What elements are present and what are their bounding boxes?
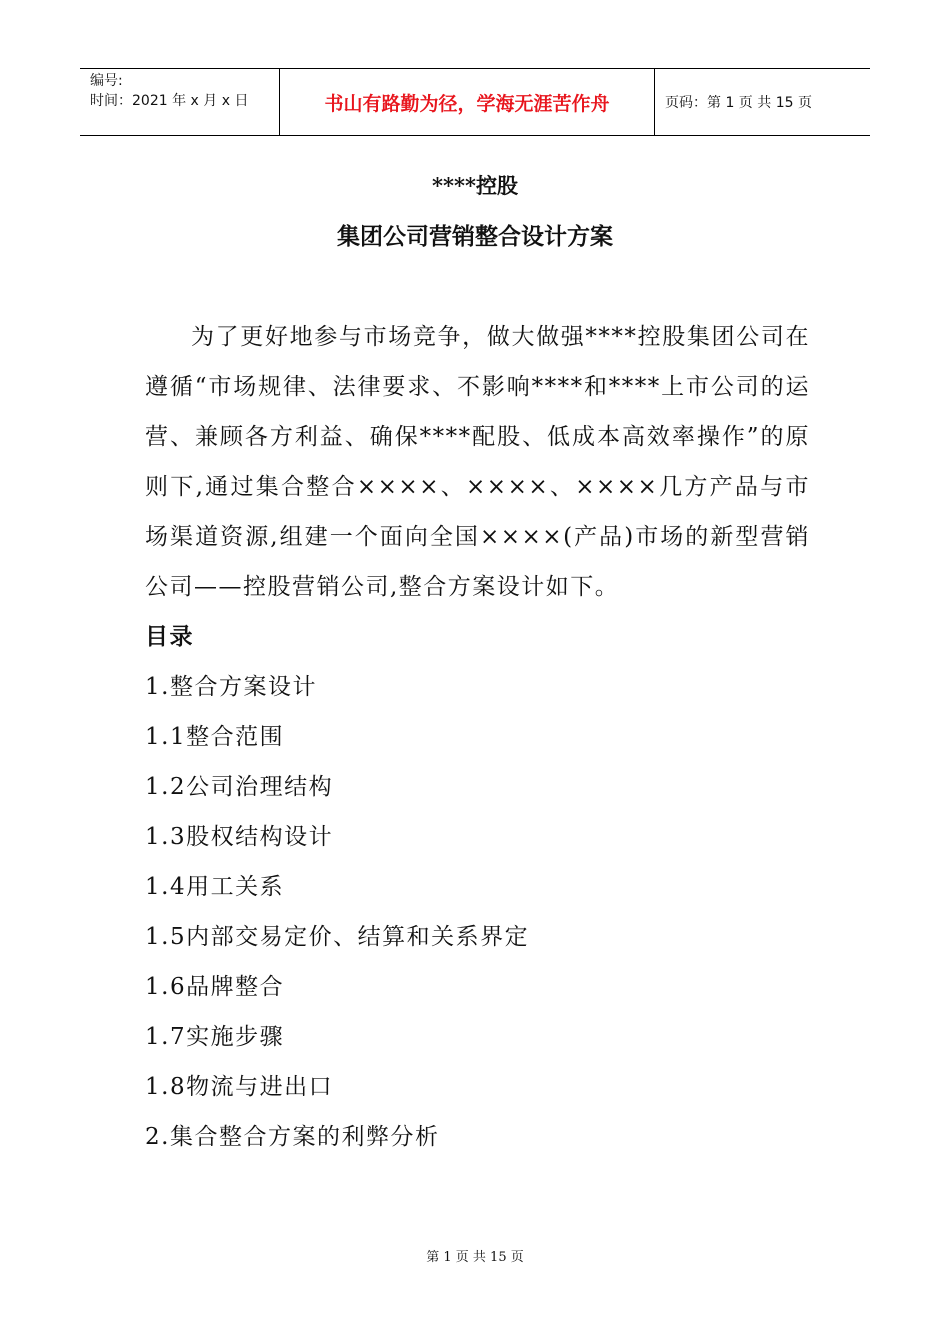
document-body bbox=[145, 312, 810, 1162]
document-title-line1: ****控股 bbox=[432, 173, 518, 198]
document-date: 时间：2021 年 x 月 x 日 bbox=[90, 93, 249, 109]
toc-item: 1.3股权结构设计 bbox=[145, 824, 334, 850]
toc-item: 2.集合整合方案的利弊分析 bbox=[145, 1124, 440, 1150]
toc-item: 1.整合方案设计 bbox=[145, 674, 317, 700]
document-number: 编号: bbox=[90, 73, 123, 89]
intro-paragraph: 为了更好地参与市场竞争，做大做强****控股集团公司在遵循“市场规律、法律要求、不影响****和****上市公司的运营、兼顾各方利益、确保****配股、低成本高效率操作”的原则下,通过集合整合××××、××××、××××几方产品与市场渠道资源,组建一个面向全国××××(产品)市场的新型营销公司——控股营销公司,整合方案设计如下。 bbox=[145, 324, 810, 600]
document-title-line2: 集团公司营销整合设计方案 bbox=[337, 223, 613, 250]
toc-item: 1.1整合范围 bbox=[145, 724, 285, 750]
toc-item: 1.4用工关系 bbox=[145, 874, 285, 900]
toc-item: 1.2公司治理结构 bbox=[145, 774, 334, 800]
page-footer: 第 1 页 共 15 页 bbox=[426, 1250, 524, 1265]
toc-item: 1.5内部交易定价、结算和关系界定 bbox=[145, 924, 530, 950]
header-meta bbox=[80, 69, 280, 135]
toc-item: 1.8物流与进出口 bbox=[145, 1074, 334, 1100]
header-motto: 书山有路勤为径，学海无涯苦作舟 bbox=[280, 69, 655, 135]
header-page-info: 页码：第 1 页 共 15 页 bbox=[665, 95, 812, 111]
toc-item: 1.6品牌整合 bbox=[145, 974, 285, 1000]
toc-item: 1.7实施步骤 bbox=[145, 1024, 285, 1050]
toc-heading: 目录 bbox=[145, 623, 194, 650]
page-header bbox=[80, 68, 870, 136]
table-of-contents bbox=[145, 662, 810, 1162]
